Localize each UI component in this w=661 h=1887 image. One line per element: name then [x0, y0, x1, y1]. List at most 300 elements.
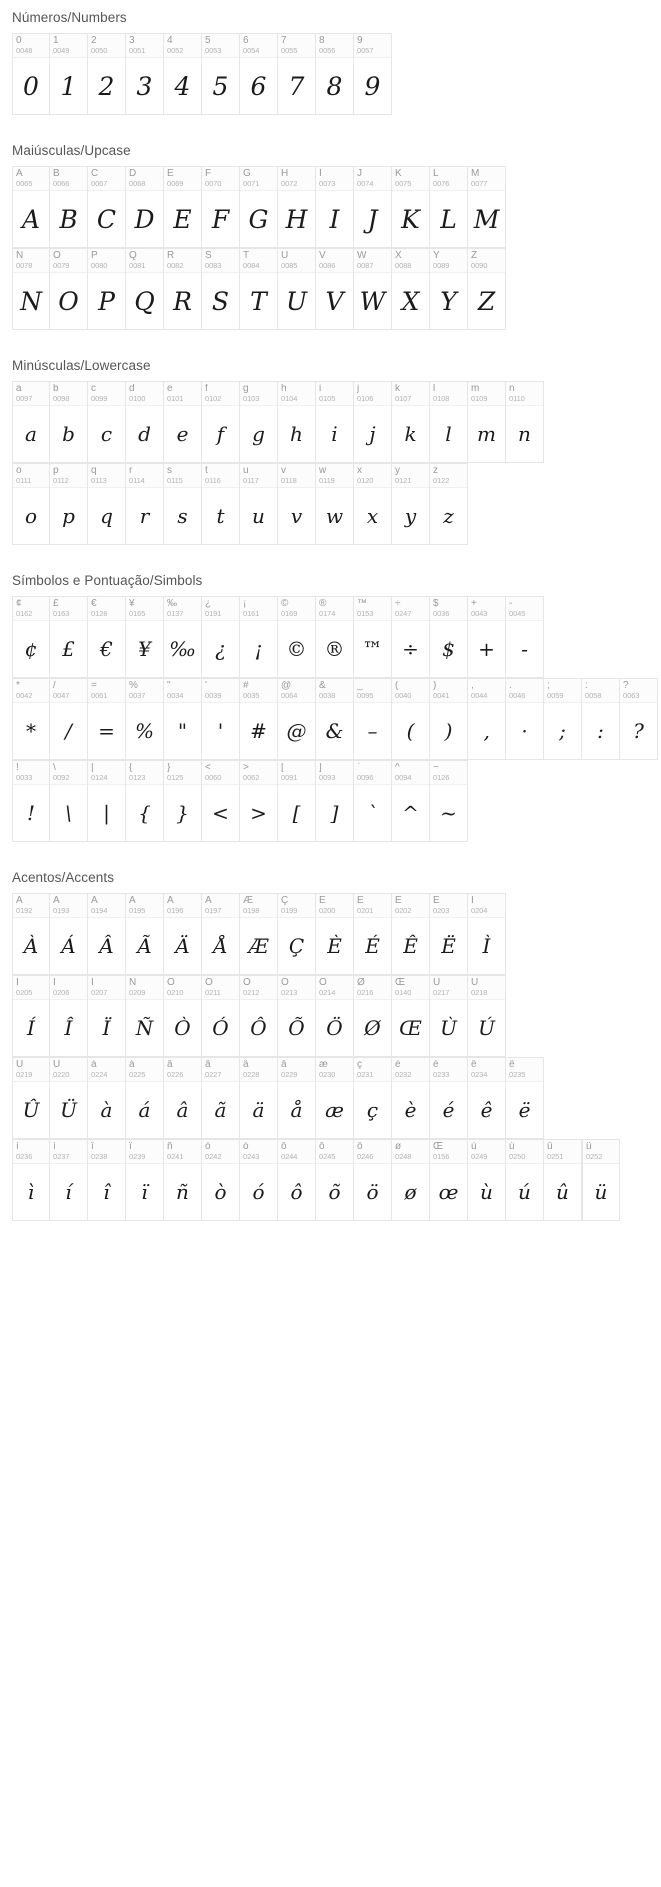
- glyph-code-label: 0210: [167, 988, 184, 997]
- glyph-char-label: N: [16, 251, 24, 261]
- glyph-cell[interactable]: [316, 381, 354, 463]
- glyph-cell-header: [88, 597, 125, 621]
- glyph-preview: ç: [366, 1098, 379, 1122]
- glyph-cell-header: [316, 894, 353, 918]
- glyph-cell[interactable]: [316, 975, 354, 1057]
- glyph-code-label: 0174: [319, 609, 336, 618]
- glyph-code-label: 0078: [16, 261, 33, 270]
- glyph-cell[interactable]: [12, 381, 50, 463]
- glyph-code-label: 0117: [243, 476, 259, 485]
- glyph-cell[interactable]: [164, 975, 202, 1057]
- glyph-code-label: 0076: [433, 179, 450, 188]
- glyph-cell[interactable]: [88, 760, 126, 842]
- glyph-cell[interactable]: [430, 166, 468, 248]
- glyph-cell-header: [240, 464, 277, 488]
- glyph-cell-header: [202, 1140, 239, 1164]
- glyph-cell[interactable]: [12, 248, 50, 330]
- glyph-char-label: Ü: [53, 1060, 61, 1070]
- glyph-cell[interactable]: [12, 33, 50, 115]
- glyph-cell-header: [278, 167, 315, 191]
- glyph-cell[interactable]: [392, 893, 430, 975]
- glyph-char-label: P: [91, 251, 98, 261]
- glyph-cell[interactable]: [354, 678, 392, 760]
- glyph-cell-header: [354, 597, 391, 621]
- glyph-preview: Ã: [137, 934, 152, 958]
- glyph-cell[interactable]: [164, 248, 202, 330]
- glyph-cell[interactable]: [164, 1057, 202, 1139]
- glyph-cell[interactable]: [506, 1057, 544, 1139]
- glyph-cell[interactable]: [202, 166, 240, 248]
- glyph-cell-header: [240, 1058, 277, 1082]
- glyph-code-label: 0096: [357, 773, 374, 782]
- glyph-cell[interactable]: [316, 248, 354, 330]
- glyph-preview: &: [325, 719, 344, 743]
- glyph-cell[interactable]: [278, 166, 316, 248]
- glyph-cell[interactable]: [88, 893, 126, 975]
- glyph-code-label: 0101: [167, 394, 184, 403]
- glyph-cell-header: [50, 1140, 87, 1164]
- glyph-cell[interactable]: [50, 975, 88, 1057]
- glyph-cell[interactable]: [50, 166, 88, 248]
- glyph-cell[interactable]: [430, 760, 468, 842]
- glyph-code-label: 0220: [53, 1070, 70, 1079]
- glyph-cell[interactable]: [126, 381, 164, 463]
- glyph-preview: Ì: [482, 934, 491, 958]
- glyph-cell[interactable]: [506, 678, 544, 760]
- glyph-cell[interactable]: [240, 1139, 278, 1221]
- glyph-cell[interactable]: [202, 1139, 240, 1221]
- glyph-char-label: ø: [395, 1142, 402, 1152]
- glyph-char-label: ®: [319, 599, 327, 609]
- glyph-cell[interactable]: [126, 1057, 164, 1139]
- glyph-cell[interactable]: [164, 1139, 202, 1221]
- glyph-cell[interactable]: [88, 678, 126, 760]
- glyph-cell-header: [88, 894, 125, 918]
- glyph-code-label: 0218: [471, 988, 488, 997]
- glyph-cell[interactable]: [164, 33, 202, 115]
- glyph-cell[interactable]: [50, 33, 88, 115]
- glyph-preview: ã: [214, 1098, 227, 1122]
- glyph-cell[interactable]: [468, 1139, 506, 1221]
- glyph-cell-header: [430, 167, 467, 191]
- glyph-cell[interactable]: [278, 1139, 316, 1221]
- glyph-cell[interactable]: [50, 463, 88, 545]
- glyph-char-label: r: [129, 466, 133, 476]
- glyph-cell-header: [392, 382, 429, 406]
- glyph-cell[interactable]: [506, 1139, 544, 1221]
- glyph-cell[interactable]: [278, 975, 316, 1057]
- glyph-cell-header: [126, 249, 163, 273]
- glyph-cell[interactable]: [126, 463, 164, 545]
- glyph-cell[interactable]: [468, 248, 506, 330]
- glyph-code-label: 0054: [243, 46, 260, 55]
- glyph-cell[interactable]: [354, 381, 392, 463]
- glyph-cell[interactable]: [240, 596, 278, 678]
- glyph-cell[interactable]: [430, 975, 468, 1057]
- glyph-cell[interactable]: [126, 893, 164, 975]
- glyph-cell[interactable]: [468, 596, 506, 678]
- glyph-cell[interactable]: [164, 893, 202, 975]
- glyph-cell[interactable]: [316, 893, 354, 975]
- glyph-preview: #: [250, 719, 267, 743]
- glyph-cell[interactable]: [12, 893, 50, 975]
- glyph-char-label: Z: [471, 251, 478, 261]
- glyph-cell[interactable]: [468, 166, 506, 248]
- glyph-cell[interactable]: [12, 1139, 50, 1221]
- glyph-cell[interactable]: [240, 678, 278, 760]
- glyph-preview: œ: [438, 1180, 459, 1204]
- glyph-cell[interactable]: [392, 381, 430, 463]
- glyph-cell[interactable]: [202, 596, 240, 678]
- glyph-char-label: O: [53, 251, 61, 261]
- glyph-code-label: 0082: [167, 261, 184, 270]
- glyph-cell-header: [202, 1058, 239, 1082]
- glyph-cell[interactable]: [50, 596, 88, 678]
- glyph-cell[interactable]: [582, 1139, 620, 1221]
- glyph-cell[interactable]: [164, 166, 202, 248]
- glyph-cell-header: [430, 1140, 467, 1164]
- glyph-char-label: R: [167, 251, 175, 261]
- glyph-cell[interactable]: [240, 381, 278, 463]
- glyph-cell[interactable]: [126, 248, 164, 330]
- glyph-cell-header: [278, 464, 315, 488]
- glyph-code-label: 0195: [129, 906, 146, 915]
- glyph-cell[interactable]: [430, 893, 468, 975]
- glyph-cell[interactable]: [88, 1139, 126, 1221]
- glyph-code-label: 0036: [433, 609, 450, 618]
- glyph-preview: Ü: [60, 1098, 77, 1122]
- glyph-cell[interactable]: [240, 166, 278, 248]
- glyph-cell[interactable]: [392, 1139, 430, 1221]
- glyph-code-label: 0048: [16, 46, 33, 55]
- glyph-cell[interactable]: [50, 381, 88, 463]
- glyph-cell-header: [88, 1058, 125, 1082]
- glyph-char-label: ¡: [243, 599, 247, 609]
- glyph-cell[interactable]: [164, 678, 202, 760]
- glyph-cell[interactable]: [316, 596, 354, 678]
- glyph-cell[interactable]: [430, 678, 468, 760]
- glyph-cell-header: [278, 597, 315, 621]
- glyph-cell-header: [164, 1058, 201, 1082]
- glyph-char-label: j: [357, 384, 360, 394]
- glyph-cell[interactable]: [620, 678, 658, 760]
- glyph-cell[interactable]: [278, 33, 316, 115]
- glyph-cell[interactable]: [202, 381, 240, 463]
- glyph-cell-header: [202, 597, 239, 621]
- glyph-cell[interactable]: [392, 166, 430, 248]
- glyph-preview: g: [252, 422, 265, 446]
- glyph-cell-header: [13, 976, 49, 1000]
- glyph-cell[interactable]: [202, 975, 240, 1057]
- glyph-char-label: Ú: [471, 978, 479, 988]
- glyph-char-label: ü: [586, 1142, 592, 1152]
- glyph-cell[interactable]: [392, 1057, 430, 1139]
- glyph-cell-header: [316, 761, 353, 785]
- glyph-cell[interactable]: [126, 678, 164, 760]
- glyph-code-label: 0079: [53, 261, 70, 270]
- glyph-char-label: /: [53, 681, 56, 691]
- glyph-cell[interactable]: [316, 760, 354, 842]
- glyph-cell[interactable]: [240, 463, 278, 545]
- glyph-cell[interactable]: [12, 975, 50, 1057]
- glyph-cell[interactable]: [240, 33, 278, 115]
- glyph-code-label: 0106: [357, 394, 374, 403]
- glyph-preview: Æ: [248, 934, 269, 958]
- glyph-cell[interactable]: [126, 760, 164, 842]
- glyph-cell[interactable]: [316, 463, 354, 545]
- glyph-cell[interactable]: [354, 975, 392, 1057]
- glyph-cell[interactable]: [50, 248, 88, 330]
- glyph-cell[interactable]: [164, 381, 202, 463]
- glyph-code-label: 0066: [53, 179, 70, 188]
- glyph-cell-header: [202, 464, 239, 488]
- glyph-cell[interactable]: [354, 248, 392, 330]
- glyph-cell-header: [202, 382, 239, 406]
- glyph-cell[interactable]: [430, 1139, 468, 1221]
- glyph-char-label: ô: [281, 1142, 287, 1152]
- glyph-cell[interactable]: [354, 33, 392, 115]
- glyph-code-label: 0057: [357, 46, 374, 55]
- glyph-code-label: 0111: [16, 476, 32, 485]
- glyph-cell[interactable]: [544, 678, 582, 760]
- glyph-cell[interactable]: [278, 381, 316, 463]
- glyph-preview: É: [365, 934, 380, 958]
- glyph-char-label: L: [433, 169, 439, 179]
- glyph-cell[interactable]: [50, 760, 88, 842]
- glyph-char-label: ò: [205, 1142, 211, 1152]
- glyph-cell-header: [164, 761, 201, 785]
- glyph-cell-header: [430, 679, 467, 703]
- glyph-code-label: 0045: [509, 609, 526, 618]
- glyph-cell[interactable]: [50, 1057, 88, 1139]
- glyph-cell[interactable]: [202, 248, 240, 330]
- glyph-cell[interactable]: [126, 166, 164, 248]
- glyph-cell[interactable]: [126, 975, 164, 1057]
- glyph-cell[interactable]: [392, 678, 430, 760]
- glyph-code-label: 0115: [167, 476, 183, 485]
- glyph-cell[interactable]: [278, 678, 316, 760]
- glyph-cell[interactable]: [126, 596, 164, 678]
- glyph-char-label: :: [585, 681, 588, 691]
- glyph-code-label: 0071: [243, 179, 260, 188]
- glyph-code-label: 0194: [91, 906, 108, 915]
- glyph-code-label: 0095: [357, 691, 374, 700]
- glyph-code-label: 0213: [281, 988, 298, 997]
- glyph-row: [12, 33, 392, 115]
- glyph-code-label: 0252: [586, 1152, 603, 1161]
- glyph-cell[interactable]: [354, 760, 392, 842]
- glyph-cell[interactable]: [240, 760, 278, 842]
- glyph-cell-header: [430, 597, 467, 621]
- glyph-char-label: ‰: [167, 599, 177, 609]
- glyph-cell[interactable]: [392, 596, 430, 678]
- glyph-cell[interactable]: [278, 596, 316, 678]
- glyph-cell[interactable]: [430, 381, 468, 463]
- glyph-preview: Z: [477, 286, 496, 316]
- glyph-code-label: 0193: [53, 906, 70, 915]
- glyph-char-label: .: [509, 681, 512, 691]
- glyph-cell-header: [240, 167, 277, 191]
- glyph-cell[interactable]: [50, 893, 88, 975]
- glyph-cell-header: [240, 249, 277, 273]
- glyph-cell[interactable]: [202, 1057, 240, 1139]
- glyph-cell[interactable]: [468, 1057, 506, 1139]
- glyph-code-label: 0191: [205, 609, 222, 618]
- glyph-cell[interactable]: [278, 463, 316, 545]
- glyph-cell[interactable]: [88, 975, 126, 1057]
- glyph-cell[interactable]: [88, 596, 126, 678]
- glyph-cell[interactable]: [202, 893, 240, 975]
- glyph-code-label: 0123: [129, 773, 146, 782]
- glyph-cell[interactable]: [430, 248, 468, 330]
- glyph-cell[interactable]: [240, 893, 278, 975]
- glyph-preview: €: [100, 637, 113, 661]
- glyph-cell[interactable]: [88, 33, 126, 115]
- glyph-cell[interactable]: [12, 1057, 50, 1139]
- glyph-char-label: ]: [319, 763, 322, 773]
- glyph-char-label: K: [395, 169, 402, 179]
- glyph-char-label: Ø: [357, 978, 365, 988]
- glyph-cell[interactable]: [240, 975, 278, 1057]
- glyph-section: [0, 860, 661, 1221]
- glyph-preview: N: [20, 286, 42, 316]
- glyph-code-label: 0110: [509, 394, 525, 403]
- glyph-preview: v: [290, 504, 303, 528]
- glyph-cell[interactable]: [164, 596, 202, 678]
- glyph-cell[interactable]: [354, 463, 392, 545]
- glyph-cell-header: [278, 976, 315, 1000]
- glyph-cell[interactable]: [202, 463, 240, 545]
- glyph-cell[interactable]: [316, 166, 354, 248]
- glyph-cell[interactable]: [202, 33, 240, 115]
- glyph-cell[interactable]: [240, 1057, 278, 1139]
- glyph-cell[interactable]: [316, 1139, 354, 1221]
- glyph-cell[interactable]: [278, 248, 316, 330]
- glyph-code-label: 0241: [167, 1152, 184, 1161]
- glyph-code-label: 0199: [281, 906, 298, 915]
- glyph-cell[interactable]: [278, 1057, 316, 1139]
- glyph-preview: P: [98, 286, 115, 316]
- glyph-code-label: 0248: [395, 1152, 412, 1161]
- glyph-code-label: 0246: [357, 1152, 374, 1161]
- glyph-cell-header: [126, 894, 163, 918]
- glyph-cell[interactable]: [12, 463, 50, 545]
- glyph-cell-header: [13, 1058, 49, 1082]
- glyph-char-label: A: [16, 169, 23, 179]
- glyph-cell[interactable]: [50, 678, 88, 760]
- glyph-char-label: ©: [281, 599, 289, 609]
- glyph-code-label: 0088: [395, 261, 412, 270]
- glyph-char-label: <: [205, 763, 211, 773]
- glyph-cell-header: [468, 597, 505, 621]
- glyph-preview: f: [216, 422, 225, 446]
- glyph-cell-header: [468, 249, 505, 273]
- glyph-cell[interactable]: [468, 381, 506, 463]
- glyph-cell[interactable]: [12, 678, 50, 760]
- glyph-cell[interactable]: [316, 678, 354, 760]
- glyph-cell-header: [430, 249, 467, 273]
- glyph-char-label: Õ: [281, 978, 289, 988]
- glyph-cell[interactable]: [202, 760, 240, 842]
- glyph-char-label: m: [471, 384, 480, 394]
- glyph-cell[interactable]: [392, 975, 430, 1057]
- glyph-preview: <: [212, 801, 229, 825]
- glyph-cell[interactable]: [164, 760, 202, 842]
- glyph-cell[interactable]: [354, 1139, 392, 1221]
- glyph-cell[interactable]: [88, 248, 126, 330]
- glyph-cell[interactable]: [164, 463, 202, 545]
- glyph-cell[interactable]: [88, 463, 126, 545]
- glyph-cell[interactable]: [88, 1057, 126, 1139]
- glyph-char-label: q: [91, 466, 97, 476]
- glyph-cell[interactable]: [278, 893, 316, 975]
- glyph-cell[interactable]: [126, 1139, 164, 1221]
- glyph-cell-header: [468, 679, 505, 703]
- glyph-cell[interactable]: [506, 596, 544, 678]
- glyph-cell[interactable]: [202, 678, 240, 760]
- glyph-cell[interactable]: [468, 975, 506, 1057]
- glyph-preview: È: [327, 934, 342, 958]
- glyph-cell[interactable]: [50, 1139, 88, 1221]
- glyph-char-label: ¥: [129, 599, 135, 609]
- glyph-cell[interactable]: [430, 596, 468, 678]
- glyph-cell[interactable]: [88, 166, 126, 248]
- glyph-cell[interactable]: [392, 760, 430, 842]
- glyph-preview: £: [62, 637, 75, 661]
- glyph-preview: j: [369, 422, 376, 446]
- glyph-cell[interactable]: [430, 463, 468, 545]
- glyph-char-label: z: [433, 466, 438, 476]
- glyph-char-label: 3: [129, 36, 135, 46]
- glyph-cell[interactable]: [354, 893, 392, 975]
- glyph-cell[interactable]: [316, 1057, 354, 1139]
- glyph-preview: D: [134, 204, 155, 234]
- glyph-cell[interactable]: [240, 248, 278, 330]
- glyph-cell[interactable]: [126, 33, 164, 115]
- glyph-cell[interactable]: [316, 33, 354, 115]
- glyph-code-label: 0035: [243, 691, 260, 700]
- glyph-cell[interactable]: [506, 381, 544, 463]
- glyph-cell[interactable]: [392, 463, 430, 545]
- glyph-preview: ;: [559, 719, 566, 743]
- glyph-cell[interactable]: [278, 760, 316, 842]
- glyph-cell[interactable]: [468, 893, 506, 975]
- glyph-code-label: 0163: [53, 609, 70, 618]
- glyph-code-label: 0196: [167, 906, 184, 915]
- glyph-cell[interactable]: [544, 1139, 582, 1221]
- glyph-cell[interactable]: [88, 381, 126, 463]
- glyph-cell[interactable]: [354, 596, 392, 678]
- glyph-cell[interactable]: [354, 166, 392, 248]
- glyph-cell[interactable]: [12, 596, 50, 678]
- glyph-char-label: F: [205, 169, 212, 179]
- glyph-preview: 2: [98, 71, 115, 101]
- glyph-cell-header: [126, 976, 163, 1000]
- glyph-cell-header: [50, 894, 87, 918]
- glyph-grid: [12, 166, 649, 330]
- glyph-cell[interactable]: [468, 678, 506, 760]
- glyph-preview: ¡: [254, 637, 263, 661]
- glyph-cell[interactable]: [430, 1057, 468, 1139]
- glyph-cell[interactable]: [12, 166, 50, 248]
- glyph-char-label: s: [167, 466, 172, 476]
- glyph-cell[interactable]: [12, 760, 50, 842]
- glyph-cell-header: [126, 679, 163, 703]
- glyph-cell[interactable]: [582, 678, 620, 760]
- glyph-cell[interactable]: [354, 1057, 392, 1139]
- glyph-preview: Ñ: [135, 1016, 154, 1040]
- glyph-cell[interactable]: [392, 248, 430, 330]
